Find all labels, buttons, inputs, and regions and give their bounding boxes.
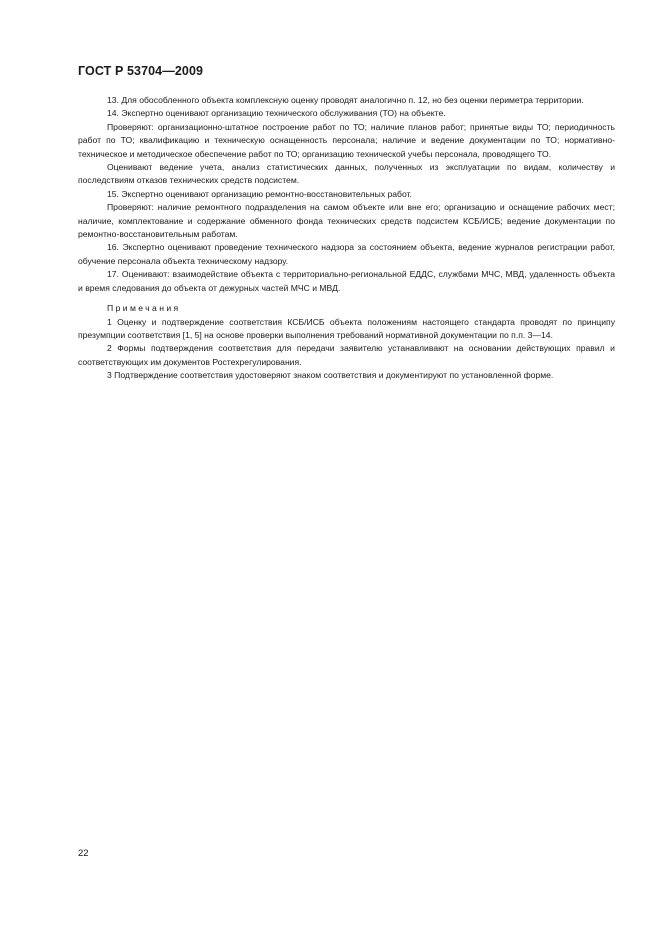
note-item: 1 Оценку и подтверждение соответствия КСБ/ИСБ объекта положениям настоящего стандарта проводят по принципу презумпции соответствия [1, 5] на основе проверки выполнения требований нормативной документации по п.п. 3—14. xyxy=(78,316,615,340)
note-item: 2 Формы подтверждения соответствия для передачи заявителю устанавливают на основании действующих правил и соответствующих им документов Ростехрегулирования. xyxy=(78,343,615,367)
clause-16: 16. Экспертно оценивают проведение технического надзора за состоянием объекта, ведение журналов регистрации работ, обучение персонала объекта техническому надзору. xyxy=(78,242,615,266)
notes-title: Примечания xyxy=(107,303,181,314)
clause-13: 13. Для обособленного объекта комплексную оценку проводят аналогично п. 12, но без оценки периметра территории. xyxy=(107,95,584,105)
clause-17: 17. Оценивают: взаимодействие объекта с территориально-региональной ЕДДС, службами МЧС, МВД, удаленность объекта и время следования до объекта от дежурных частей МЧС и МВД. xyxy=(78,269,615,293)
notes-section xyxy=(78,302,615,382)
document-header: ГОСТ Р 53704—2009 xyxy=(78,64,204,78)
page-number: 22 xyxy=(78,848,89,859)
clause-15: 15. Экспертно оценивают организацию ремонтно-восстановительных работ. xyxy=(107,188,412,199)
document-body xyxy=(78,94,615,383)
clause-14: 14. Экспертно оценивают организацию технического обслуживания (ТО) на объекте. xyxy=(107,108,446,119)
clause-14-checks: Проверяют: организационно-штатное построение работ по ТО; наличие планов работ; принятые виды ТО; периодичность работ по ТО; квалификацию и техническую оснащенность персонала; наличие и ведение документации по ТО; нормативно-техническое и методическое обеспечение работ по ТО; организацию технической учебы персонала, проводящего ТО. xyxy=(78,121,615,159)
clause-15-checks: Проверяют: наличие ремонтного подразделения на самом объекте или вне его; организацию и оснащение рабочих мест; наличие, комплектование и содержание обменного фонда технических средств подсистем КСБ/ИСБ; ведение документации по ремонтно-восстановительным работам. xyxy=(78,202,615,240)
note-item: 3 Подтверждение соответствия удостоверяют знаком соответствия и документируют по установленной форме. xyxy=(107,370,554,381)
clause-14-evaluation: Оценивают ведение учета, анализ статистических данных, полученных из эксплуатации по видам, количеству и последствиям отказов технических средств подсистем. xyxy=(78,162,615,186)
